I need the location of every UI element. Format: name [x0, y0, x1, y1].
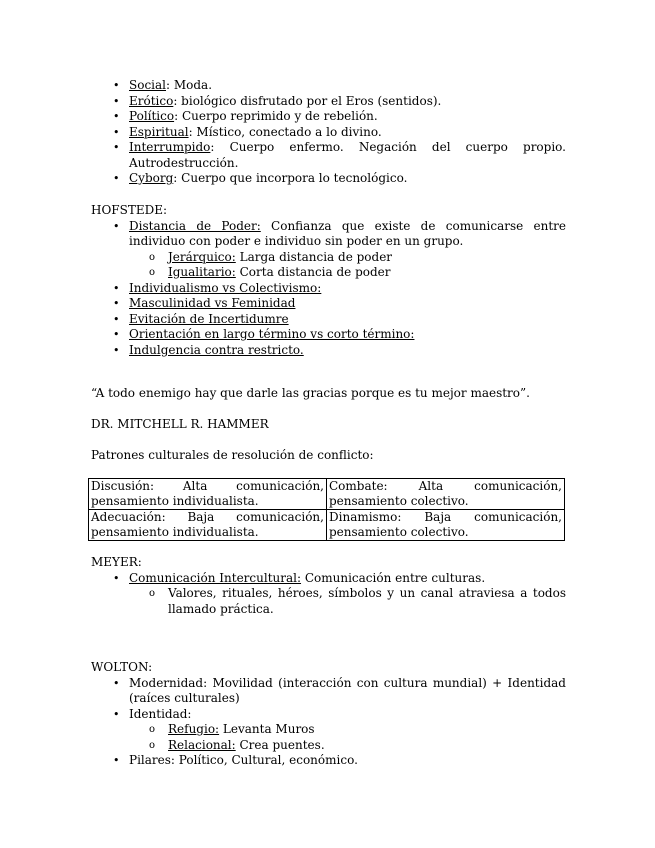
hofstede-section: [91, 203, 566, 358]
list-item: • Comunicación Intercultural: Comunicación entre culturas.: [91, 571, 566, 587]
table-row: [89, 510, 565, 541]
meyer-heading: MEYER:: [91, 555, 142, 569]
list-item: • Espiritual: Místico, conectado a lo divino.: [91, 125, 566, 141]
sub-list-item: o Igualitario: Corta distancia de poder: [91, 265, 566, 281]
table-cell: Dinamismo: Baja comunicación, pensamiento colectivo.: [327, 510, 565, 541]
list-item: • Político: Cuerpo reprimido y de rebelión.: [91, 109, 566, 125]
sub-list-item: o Jerárquico: Larga distancia de poder: [91, 250, 566, 266]
list-item: • Cyborg: Cuerpo que incorpora lo tecnológico.: [91, 171, 566, 187]
list-item: • Pilares: Político, Cultural, económico.: [91, 753, 566, 769]
wolton-section: [91, 660, 566, 769]
hofstede-heading: HOFSTEDE:: [91, 203, 168, 217]
list-item: • Individualismo vs Colectivismo:: [91, 281, 566, 297]
cuerpo-section: [91, 78, 566, 187]
sub-list-item: o Refugio: Levanta Muros: [91, 722, 566, 738]
wolton-heading: WOLTON:: [91, 660, 153, 674]
list-item: • Erótico: biológico disfrutado por el Eros (sentidos).: [91, 94, 566, 110]
list-item: • Orientación en largo término vs corto término:: [91, 327, 566, 343]
list-item: • Indulgencia contra restricto.: [91, 343, 566, 359]
sub-list-item: o Relacional: Crea puentes.: [91, 738, 566, 754]
list-item: • Identidad:: [91, 707, 566, 723]
hammer-subtitle: Patrones culturales de resolución de conflicto:: [91, 448, 374, 462]
hammer-heading: DR. MITCHELL R. HAMMER: [91, 417, 269, 431]
list-item: • Social: Moda.: [91, 78, 566, 94]
quote: “A todo enemigo hay que darle las gracias porque es tu mejor maestro”.: [91, 386, 530, 400]
table-cell: Discusión: Alta comunicación, pensamiento individualista.: [89, 479, 327, 510]
list-item: • Distancia de Poder: Confianza que existe de comunicarse entre individuo con poder e individuo sin poder en un grupo.: [91, 219, 566, 250]
list-item: • Evitación de Incertidumre: [91, 312, 566, 328]
list-item: • Modernidad: Movilidad (interacción con cultura mundial) + Identidad (raíces culturales): [91, 676, 566, 707]
list-item: • Interrumpido: Cuerpo enfermo. Negación del cuerpo propio. Autrodestrucción.: [91, 140, 566, 171]
table-cell: Combate: Alta comunicación, pensamiento colectivo.: [327, 479, 565, 510]
table-row: [89, 479, 565, 510]
conflict-table: [88, 478, 565, 541]
meyer-section: [91, 555, 566, 617]
list-item: • Masculinidad vs Feminidad: [91, 296, 566, 312]
sub-list-item: o Valores, rituales, héroes, símbolos y un canal atraviesa a todos llamado práctica.: [91, 586, 566, 617]
table-cell: Adecuación: Baja comunicación, pensamiento individualista.: [89, 510, 327, 541]
